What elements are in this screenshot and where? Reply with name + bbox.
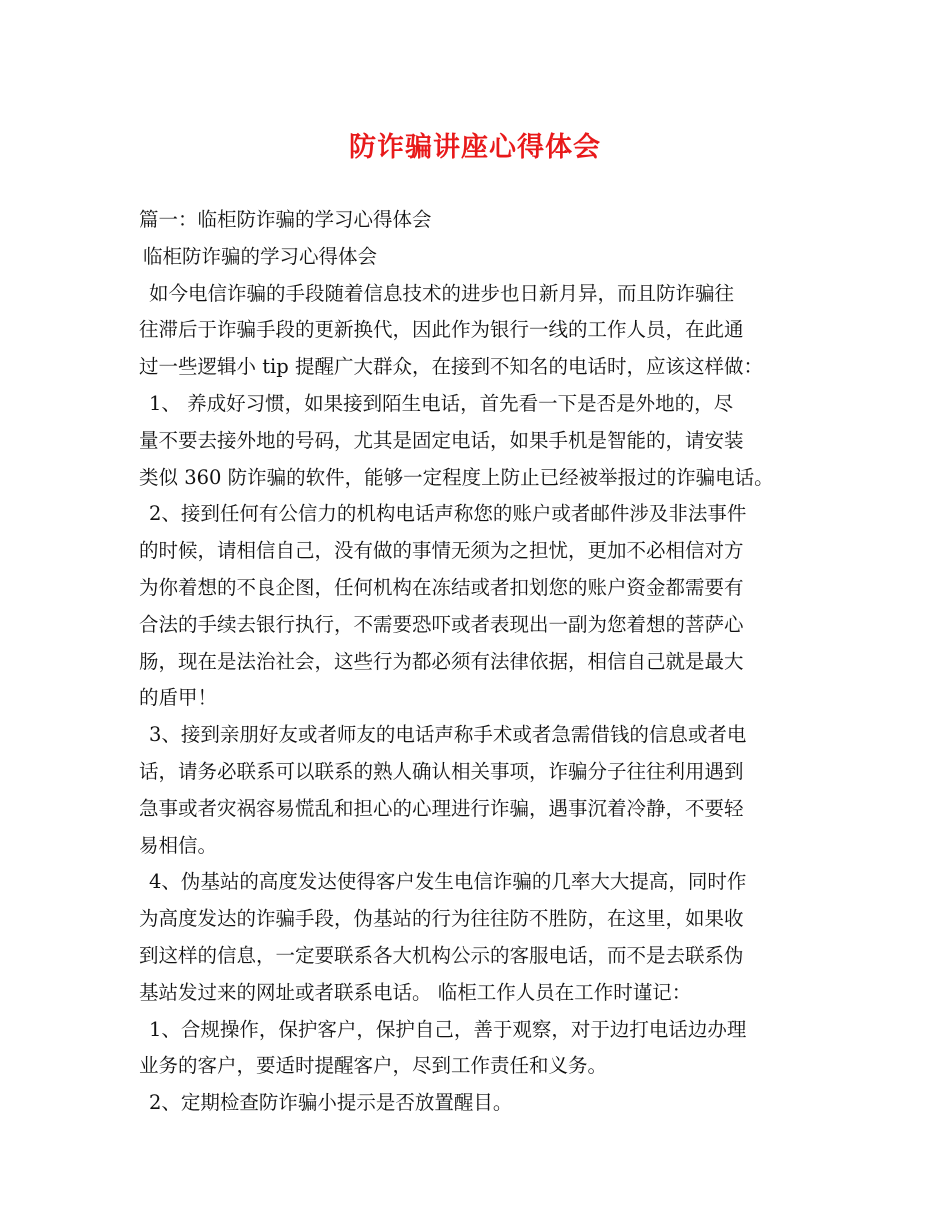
- paragraph-line: 易相信。: [139, 833, 218, 857]
- paragraph-line: 业务的客户，要适时提醒客户，尽到工作责任和义务。: [139, 1054, 608, 1078]
- list-item-line: 2、定期检查防诈骗小提示是否放置醒目。: [149, 1091, 513, 1115]
- paragraph-line: 话，请务必联系可以联系的熟人确认相关事项，诈骗分子往往利用遇到: [139, 759, 744, 783]
- paragraph-line: 如今电信诈骗的手段随着信息技术的进步也日新月异，而且防诈骗往: [149, 281, 735, 305]
- paragraph-line: 量不要去接外地的号码，尤其是固定电话，如果手机是智能的，请安装: [139, 428, 744, 452]
- paragraph-line: 合法的手续去银行执行，不需要恐吓或者表现出一副为您着想的菩萨心: [139, 612, 744, 636]
- document-body: [139, 202, 819, 1122]
- list-item-line: 3、接到亲朋好友或者师友的电话声称手术或者急需借钱的信息或者电: [149, 723, 747, 747]
- paragraph-line: 过一些逻辑小 tip 提醒广大群众，在接到不知名的电话时，应该这样做：: [139, 355, 763, 379]
- paragraph-line: 往滞后于诈骗手段的更新换代，因此作为银行一线的工作人员，在此通: [139, 318, 744, 342]
- section-heading: 篇一：临柜防诈骗的学习心得体会: [139, 208, 432, 231]
- paragraph-line: 为你着想的不良企图，任何机构在冻结或者扣划您的账户资金都需要有: [139, 575, 744, 599]
- paragraph-line: 急事或者灾祸容易慌乱和担心的心理进行诈骗，遇事沉着冷静，不要轻: [139, 796, 744, 820]
- list-item-line: 2、接到任何有公信力的机构电话声称您的账户或者邮件涉及非法事件: [149, 502, 747, 526]
- paragraph-line: 类似 360 防诈骗的软件，能够一定程度上防止已经被举报过的诈骗电话。: [139, 465, 774, 489]
- list-item-line: 4、伪基站的高度发达使得客户发生电信诈骗的几率大大提高，同时作: [149, 870, 747, 894]
- paragraph-line: 的时候，请相信自己，没有做的事情无须为之担忧，更加不必相信对方: [139, 539, 744, 563]
- list-item-line: 1、合规操作，保护客户，保护自己，善于观察，对于边打电话边办理: [149, 1017, 747, 1041]
- paragraph-line: 肠，现在是法治社会，这些行为都必须有法律依据，相信自己就是最大: [139, 649, 744, 673]
- paragraph-line: 的盾甲！: [139, 686, 218, 710]
- subsection-heading: 临柜防诈骗的学习心得体会: [143, 244, 378, 268]
- list-item-line: 1、 养成好习惯，如果接到陌生电话，首先看一下是否是外地的，尽: [149, 391, 734, 415]
- paragraph-line: 到这样的信息，一定要联系各大机构公示的客服电话，而不是去联系伪: [139, 943, 744, 967]
- paragraph-line: 为高度发达的诈骗手段，伪基站的行为往往防不胜防，在这里，如果收: [139, 907, 744, 931]
- document-title: 防诈骗讲座心得体会: [349, 132, 601, 163]
- paragraph-line: 基站发过来的网址或者联系电话。 临柜工作人员在工作时谨记：: [139, 980, 692, 1004]
